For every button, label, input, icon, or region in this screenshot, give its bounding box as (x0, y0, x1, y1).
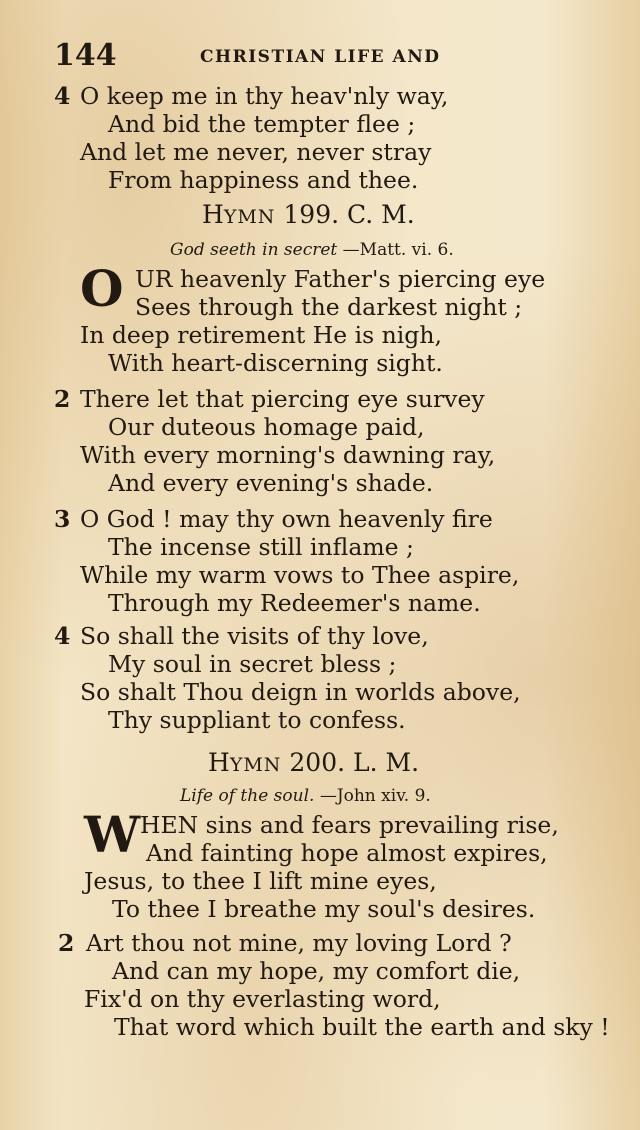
verse-number: 4 (54, 82, 71, 110)
verse-number: 4 (54, 622, 71, 650)
verse-line: In deep retirement He is nigh, (80, 321, 442, 349)
drop-cap: W (84, 805, 141, 864)
verse-line: O God ! may thy own heavenly fire (80, 505, 493, 533)
verse-line: So shall the visits of thy love, (80, 622, 429, 650)
hymn-subtitle: God seeth in secret —Matt. vi. 6. (170, 240, 454, 260)
verse-line: Art thou not mine, my loving Lord ? (86, 929, 512, 957)
verse-line: And fainting hope almost expires, (146, 839, 548, 867)
verse-number: 2 (58, 929, 75, 957)
verse-line: While my warm vows to Thee aspire, (80, 561, 520, 589)
verse-line: And bid the tempter flee ; (108, 110, 416, 138)
verse-line: Fix'd on thy everlasting word, (84, 985, 441, 1013)
page-number: 144 (54, 38, 117, 73)
verse-line: And let me never, never stray (80, 138, 432, 166)
verse-line: Jesus, to thee I lift mine eyes, (84, 867, 437, 895)
verse-line: And can my hope, my comfort die, (112, 957, 521, 985)
verse-line: There let that piercing eye survey (80, 385, 485, 413)
verse-line: With every morning's dawning ray, (80, 441, 496, 469)
verse-line: Thy suppliant to confess. (108, 706, 406, 734)
hymn-heading: HYMN 199. C. M. (202, 200, 415, 229)
hymn-heading: HYMN 200. L. M. (208, 748, 420, 777)
verse-number: 3 (54, 505, 71, 533)
verse-line: Sees through the darkest night ; (135, 293, 523, 321)
verse-line: And every evening's shade. (108, 469, 434, 497)
verse-line: With heart-discerning sight. (108, 349, 443, 377)
verse-line: HEN sins and fears prevailing rise, (140, 811, 559, 839)
verse-number: 2 (54, 385, 71, 413)
verse-line: To thee I breathe my soul's desires. (112, 895, 536, 923)
verse-line: Through my Redeemer's name. (108, 589, 481, 617)
verse-line: That word which built the earth and sky ! (114, 1013, 610, 1041)
verse-line: Our duteous homage paid, (108, 413, 425, 441)
drop-cap: O (80, 259, 124, 318)
verse-line: UR heavenly Father's piercing eye (135, 265, 546, 293)
verse-line: O keep me in thy heav'nly way, (80, 82, 449, 110)
verse-line: From happiness and thee. (108, 166, 419, 194)
verse-line: My soul in secret bless ; (108, 650, 397, 678)
hymn-subtitle: Life of the soul. —John xiv. 9. (180, 786, 431, 806)
verse-line: So shalt Thou deign in worlds above, (80, 678, 521, 706)
verse-line: The incense still inflame ; (108, 533, 414, 561)
running-title: CHRISTIAN LIFE AND (200, 47, 441, 67)
